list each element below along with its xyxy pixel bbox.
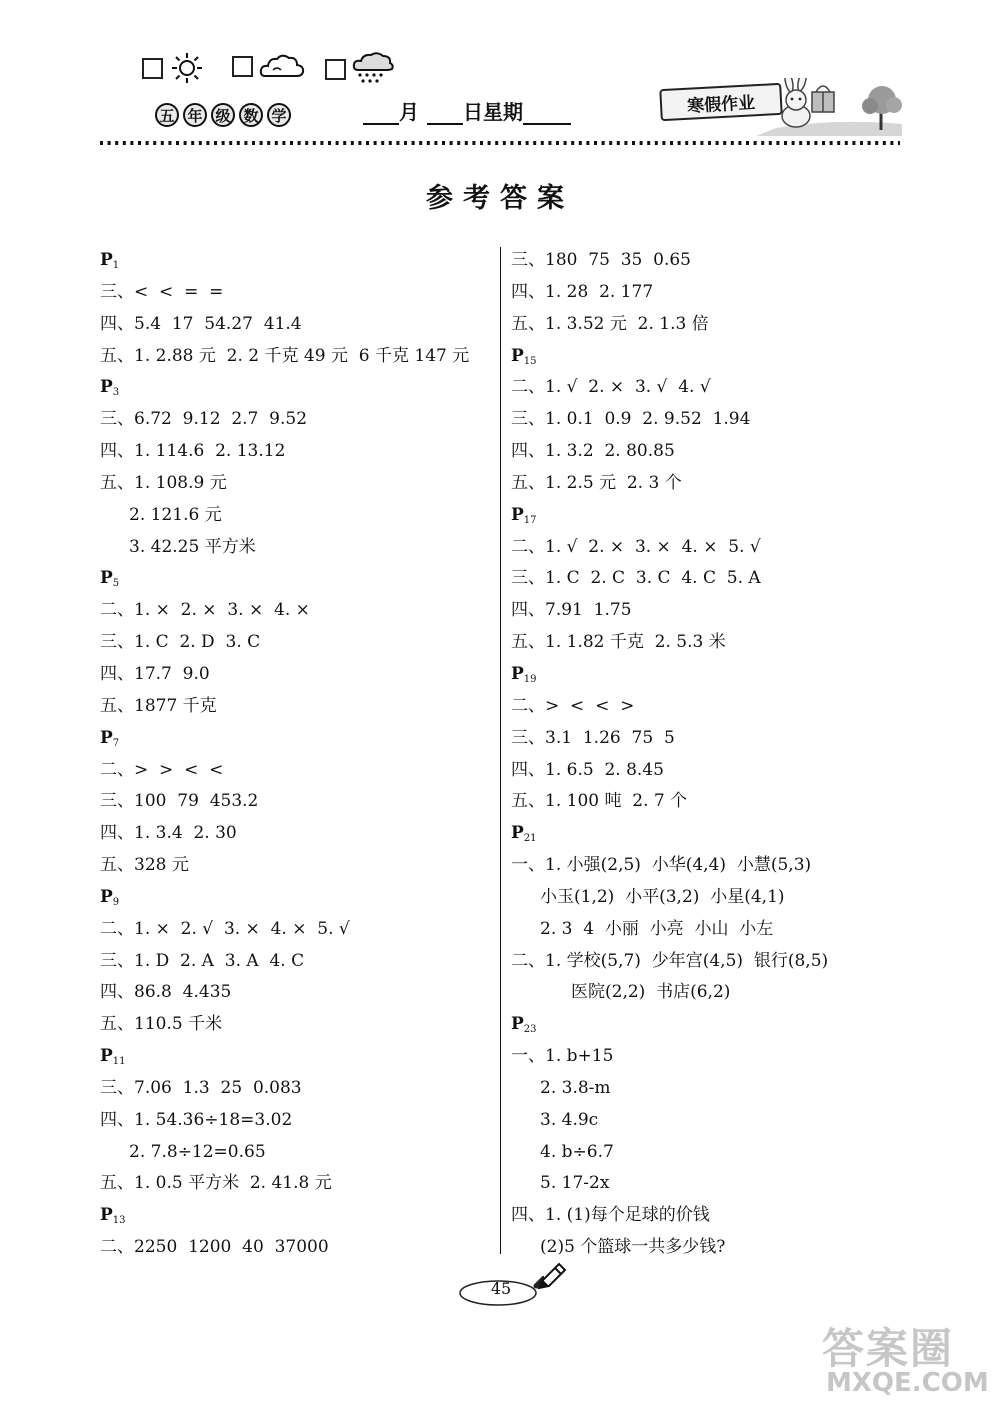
answer-line: 四、5.4 17 54.27 41.4 — [100, 313, 302, 334]
page-reference — [511, 818, 911, 850]
page-subscript: 17 — [523, 514, 537, 526]
answer-line: 五、1. 1.82 千克 2. 5.3 米 — [511, 632, 726, 653]
answer-line: 三、1. C 2. C 3. C 4. C 5. A — [511, 568, 761, 589]
page-reference — [100, 882, 495, 914]
date-line — [363, 96, 571, 125]
weekday-blank[interactable] — [523, 101, 571, 125]
answer-line: 四、1. 6.5 2. 8.45 — [511, 759, 664, 780]
answer-line: 五、1. 108.9 元 — [100, 472, 227, 493]
answer-column-right — [511, 245, 911, 1264]
answer-line: 小玉(1,2) 小平(3,2) 小星(4,1) — [540, 886, 785, 907]
day-blank[interactable] — [427, 101, 463, 125]
page-reference — [511, 341, 911, 373]
page-subscript: 3 — [112, 387, 120, 399]
answer-line: 2. 3.8-m — [540, 1077, 611, 1098]
sun-icon — [169, 52, 205, 84]
watermark-url: MXQE.COM — [826, 1368, 989, 1398]
answer-line: 五、1. 3.52 元 2. 1.3 倍 — [511, 313, 709, 334]
answer-line: 3. 42.25 平方米 — [129, 536, 256, 557]
answer-line: 一、1. b+15 — [511, 1046, 614, 1067]
page-number: 45 — [490, 1279, 512, 1298]
answer-line: 五、1. 2.5 元 2. 3 个 — [511, 472, 682, 493]
page-reference — [100, 1200, 495, 1232]
answer-line: 五、1. 2.88 元 2. 2 千克 49 元 6 千克 147 元 — [100, 345, 470, 366]
page-letter: P — [100, 886, 113, 907]
page-subscript: 23 — [523, 1024, 537, 1036]
answer-line: 二、> > < < — [100, 759, 224, 780]
page-letter: P — [100, 1205, 113, 1226]
answer-line: 五、1. 0.5 平方米 2. 41.8 元 — [100, 1173, 332, 1194]
weather-cloudy — [232, 52, 305, 80]
answer-line: 医院(2,2) 书店(6,2) — [571, 982, 731, 1003]
page-letter: P — [511, 1014, 524, 1035]
page-letter: P — [100, 568, 113, 589]
dotted-separator — [100, 139, 900, 147]
grade-subject-tag — [155, 103, 291, 127]
rain-cloud-icon — [352, 52, 394, 86]
month-blank[interactable] — [363, 101, 399, 125]
day-weekday-label: 日星期 — [463, 100, 523, 124]
answer-line: 四、1. 3.2 2. 80.85 — [511, 441, 675, 462]
page-subscript: 5 — [112, 578, 120, 590]
page-subscript: 11 — [112, 1056, 126, 1068]
answer-line: 3. 4.9c — [540, 1109, 599, 1130]
weather-checkbox[interactable] — [142, 58, 163, 79]
answer-line: 五、328 元 — [100, 855, 189, 876]
grade-char: 五 — [155, 103, 179, 127]
answer-line: 四、1. 28 2. 177 — [511, 281, 654, 302]
grade-char: 学 — [267, 103, 291, 127]
answer-line: 一、1. 小强(2,5) 小华(4,4) 小慧(5,3) — [511, 855, 812, 876]
page-letter: P — [511, 663, 524, 684]
answer-line: 四、1. 114.6 2. 13.12 — [100, 441, 286, 462]
page-subscript: 21 — [523, 833, 537, 845]
grade-char: 年 — [183, 103, 207, 127]
answer-line: 四、17.7 9.0 — [100, 663, 210, 684]
weather-checkbox[interactable] — [325, 59, 346, 80]
answer-line: 三、7.06 1.3 25 0.083 — [100, 1077, 302, 1098]
answer-line: 5. 17-2x — [540, 1173, 610, 1194]
weather-sunny — [142, 52, 205, 84]
page-reference — [100, 1041, 495, 1073]
answer-line: 二、1. √ 2. × 3. √ 4. √ — [511, 377, 711, 398]
answer-line: 二、1. × 2. √ 3. × 4. × 5. √ — [100, 918, 350, 939]
page-letter: P — [100, 250, 113, 270]
answer-line: 四、86.8 4.435 — [100, 982, 232, 1003]
answer-line: 三、< < = = — [100, 281, 224, 302]
page-letter: P — [100, 727, 113, 748]
answer-line: 三、1. D 2. A 3. A 4. C — [100, 950, 305, 971]
page-subscript: 15 — [523, 355, 537, 367]
page-subscript: 19 — [523, 673, 537, 685]
page-reference — [100, 723, 495, 755]
answer-line: 二、1. √ 2. × 3. × 4. × 5. √ — [511, 536, 761, 557]
answer-line: 四、1. (1)每个足球的价钱 — [511, 1205, 710, 1226]
weather-rainy — [325, 52, 394, 86]
page-letter: P — [511, 823, 524, 844]
page-title: 参考答案 — [426, 183, 574, 214]
page-letter: P — [511, 345, 524, 366]
answer-line: 四、7.91 1.75 — [511, 600, 632, 621]
page-letter: P — [100, 1046, 113, 1067]
cloud-icon — [259, 52, 305, 80]
page-reference — [100, 245, 495, 277]
winter-homework-label: 寒假作业 — [659, 83, 783, 121]
page-subscript: 1 — [112, 260, 120, 271]
page-subscript: 7 — [112, 737, 120, 749]
weather-checkbox[interactable] — [232, 56, 253, 77]
answer-line: 三、100 79 453.2 — [100, 791, 259, 812]
answer-line: 四、1. 54.36÷18=3.02 — [100, 1109, 293, 1130]
answer-line: 五、110.5 千米 — [100, 1014, 223, 1035]
column-divider — [500, 247, 501, 1254]
grade-char: 数 — [239, 103, 263, 127]
page-letter: P — [100, 377, 113, 398]
answer-line: 四、1. 3.4 2. 30 — [100, 823, 237, 844]
answer-line: 4. b÷6.7 — [540, 1141, 614, 1162]
month-label: 月 — [399, 100, 419, 124]
answer-line: 二、> < < > — [511, 695, 635, 716]
page-reference — [100, 372, 495, 404]
page-reference — [511, 1009, 911, 1041]
answer-line: 2. 121.6 元 — [129, 504, 222, 525]
grade-char: 级 — [211, 103, 235, 127]
page-subscript: 13 — [112, 1215, 126, 1227]
answer-line: 2. 7.8÷12=0.65 — [129, 1141, 266, 1162]
answer-line: 二、2250 1200 40 37000 — [100, 1237, 329, 1258]
answer-line: 三、6.72 9.12 2.7 9.52 — [100, 409, 308, 430]
answer-line: (2)5 个篮球一共多少钱? — [540, 1237, 726, 1258]
answer-line: 五、1877 千克 — [100, 695, 217, 716]
answer-line: 二、1. 学校(5,7) 少年宫(4,5) 银行(8,5) — [511, 950, 829, 971]
answer-line: 五、1. 100 吨 2. 7 个 — [511, 791, 688, 812]
answer-line: 三、1. 0.1 0.9 2. 9.52 1.94 — [511, 409, 751, 430]
page-reference — [511, 659, 911, 691]
page-reference — [511, 500, 911, 532]
answer-line: 三、3.1 1.26 75 5 — [511, 727, 675, 748]
answer-line: 二、1. × 2. × 3. × 4. × — [100, 600, 310, 621]
watermark-logo-text: 答案圈 — [822, 1324, 955, 1373]
page-reference — [100, 563, 495, 595]
page-letter: P — [511, 504, 524, 525]
answer-line: 三、180 75 35 0.65 — [511, 250, 691, 270]
answer-column-left — [100, 245, 495, 1264]
answer-line: 2. 3 4 小丽 小亮 小山 小左 — [540, 918, 774, 939]
answer-line: 三、1. C 2. D 3. C — [100, 632, 261, 653]
page-subscript: 9 — [112, 896, 120, 908]
